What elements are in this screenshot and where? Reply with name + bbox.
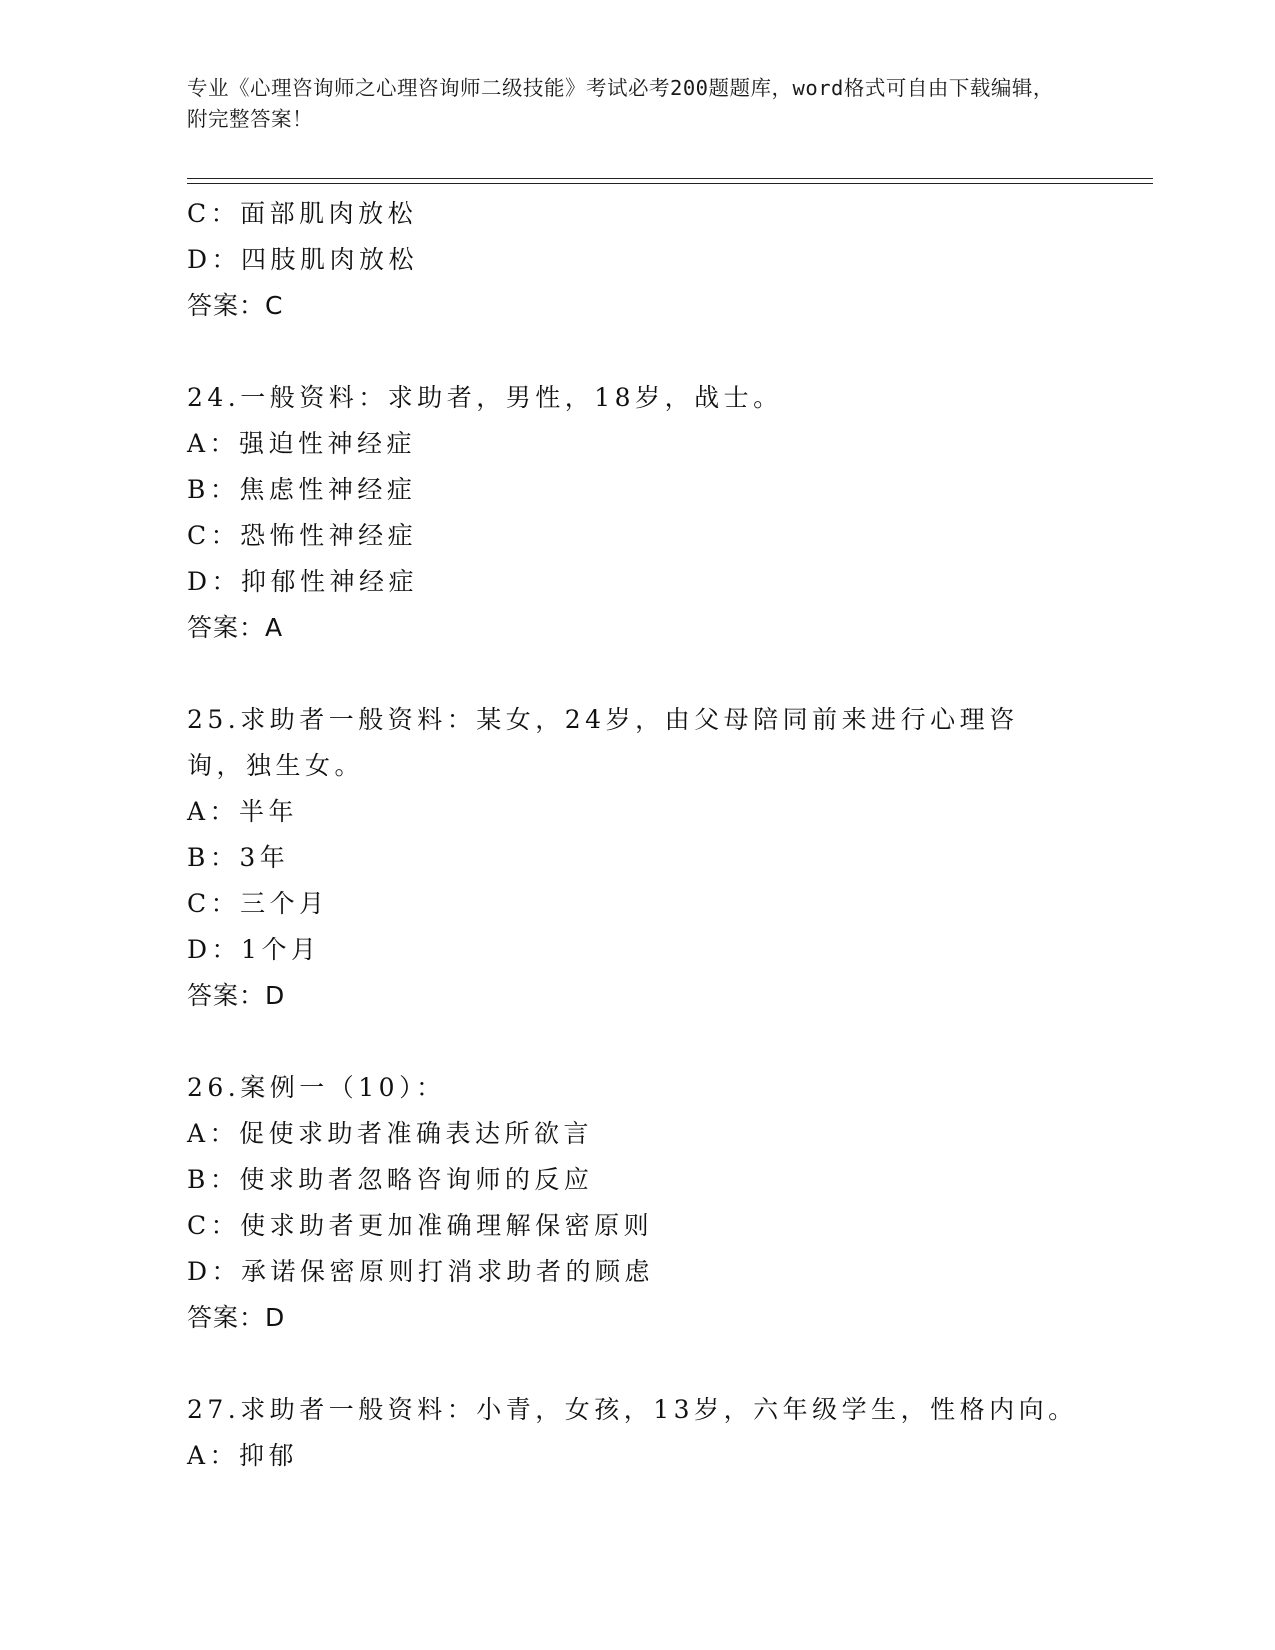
option-line: D：四肢肌肉放松 bbox=[187, 245, 419, 274]
option-line: B：3年 bbox=[187, 843, 290, 872]
option-line: A：强迫性神经症 bbox=[187, 429, 417, 458]
question-line: 25.求助者一般资料：某女，24岁，由父母陪同前来进行心理咨询，独生女。 bbox=[187, 705, 1019, 780]
option-line: D：承诺保密原则打消求助者的顾虑 bbox=[187, 1257, 655, 1286]
spacer bbox=[187, 329, 1087, 375]
header-rule-bottom bbox=[187, 183, 1153, 184]
option-line: D：1个月 bbox=[187, 935, 321, 964]
option-line: C：使求助者更加准确理解保密原则 bbox=[187, 1211, 654, 1240]
option-line: C：三个月 bbox=[187, 889, 329, 918]
answer-line: 答案：D bbox=[187, 981, 286, 1010]
spacer bbox=[187, 1341, 1087, 1387]
option-line: A：抑郁 bbox=[187, 1441, 299, 1470]
option-line: C：面部肌肉放松 bbox=[187, 199, 418, 228]
answer-line: 答案：A bbox=[187, 613, 284, 642]
option-line: C：恐怖性神经症 bbox=[187, 521, 418, 550]
header-rule-top bbox=[187, 178, 1153, 179]
option-line: A：半年 bbox=[187, 797, 299, 826]
question-list bbox=[187, 191, 1087, 1479]
option-line: B：使求助者忽略咨询师的反应 bbox=[187, 1165, 594, 1194]
answer-line: 答案：C bbox=[187, 291, 284, 320]
answer-line: 答案：D bbox=[187, 1303, 286, 1332]
spacer bbox=[187, 1019, 1087, 1065]
spacer bbox=[187, 651, 1087, 697]
document-header: 专业《心理咨询师之心理咨询师二级技能》考试必考200题题库，word格式可自由下载编辑，附完整答案！ bbox=[187, 76, 1054, 131]
option-line: B：焦虑性神经症 bbox=[187, 475, 417, 504]
question-line: 27.求助者一般资料：小青，女孩，13岁，六年级学生，性格内向。 bbox=[187, 1395, 1078, 1424]
option-line: D：抑郁性神经症 bbox=[187, 567, 419, 596]
question-line: 24.一般资料：求助者，男性，18岁，战士。 bbox=[187, 383, 783, 412]
option-line: A：促使求助者准确表达所欲言 bbox=[187, 1119, 594, 1148]
question-line: 26.案例一（10）： bbox=[187, 1073, 446, 1102]
